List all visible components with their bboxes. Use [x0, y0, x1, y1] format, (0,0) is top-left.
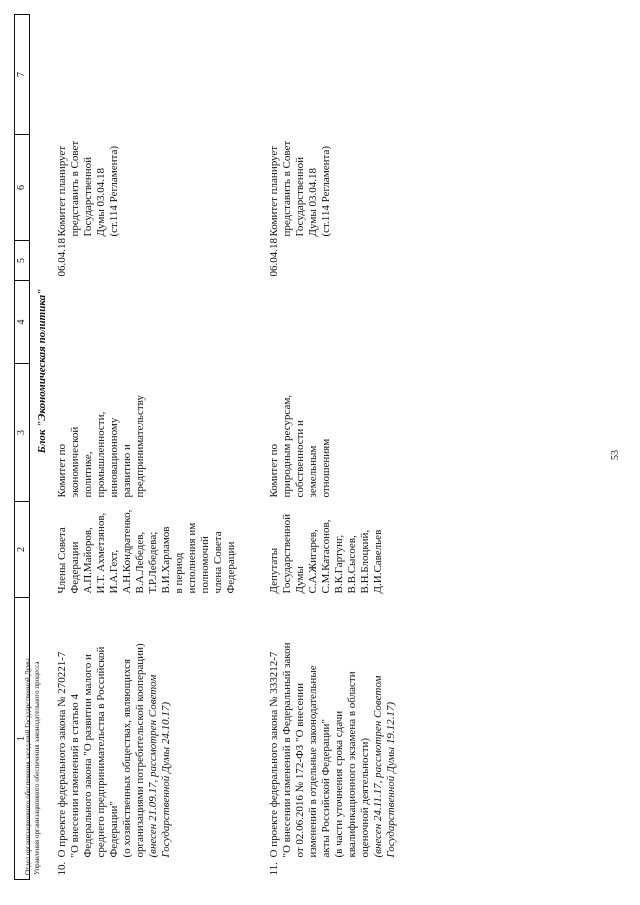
committee-cell: Комитет по природным ресурсам, собственности и земельным отношениям — [268, 394, 332, 498]
row-number: 11. — [268, 862, 280, 876]
row-number: 10. — [56, 861, 68, 876]
table-row — [53, 15, 241, 880]
column-number: 6 — [15, 135, 30, 241]
bill-title-cell: 11.О проекте федерального закона № 333212-7 "О внесении изменений в Федеральный закон от 02.06.2016 № 172-ФЗ "О внесении изменений в отдельные законодательные акты Российской Федерации" (в части уточнения срока сдачи квалификационного экзамена в области оценочной деятельности) (внесен 24.11.17, рассмотрен Советом Государственной Думы 19.12.17) — [265, 598, 401, 880]
table-row — [265, 15, 401, 880]
section-title: Блок "Экономическая политика" — [36, 288, 48, 454]
footer-line: Управления организационного обеспечения законодательного процесса — [33, 661, 41, 875]
row-spacer — [241, 15, 265, 880]
initiators-cell: Члены Совета Федерации А.П.Майоров, И.Т. Ахметзянов, И.А.Гехт, А.Н.Кондратенко, В.А.Лебедев, Т.Р.Лебедева; В.И.Харламов в период исполнения им полномочий члена Совета Федерации — [56, 509, 237, 594]
initiators-cell: Депутаты Государственной Думы С.А.Жигарев, С.М.Катасонов, В.К.Гартунг, В.В.Сысоев, В.Н.Блоцкий, Д.И.Савельев — [268, 513, 384, 594]
column-5-cell — [53, 281, 241, 364]
column-number: 1 — [15, 598, 30, 880]
committee-cell: Комитет по экономической политике, промышленности, инновационному развитию и предпринимательству — [56, 395, 146, 498]
column-number: 2 — [15, 502, 30, 598]
bills-table — [14, 14, 401, 880]
bill-title-cell: 10.О проекте федерального закона № 270221-7 "О внесении изменений в статью 4 Федерального закона "О развитии малого и среднего предпринимательства в Российской Федерации" (о хозяйственных обществах, являющихся организациями потребительской кооперации) (внесен 21.09.17, рассмотрен Советом Государственной Думы 24.10.17) — [53, 598, 241, 880]
page-number: 53 — [610, 450, 621, 460]
date-cell: 06.04.18 — [56, 238, 68, 277]
bill-note: Государственной Думы 19.12.17) — [385, 701, 397, 858]
bill-note: (внесен 21.09.17, рассмотрен Советом — [147, 674, 159, 858]
column-number: 4 — [15, 281, 30, 364]
column-number: 7 — [15, 15, 30, 135]
footer-line: Отдел организационного обеспечения заседаний Государственной Думы — [24, 658, 32, 875]
column-5-cell — [265, 281, 401, 364]
bill-note: (внесен 24.11.17, рассмотрен Советом — [372, 675, 384, 858]
footer — [24, 175, 42, 875]
date-cell: 06.04.18 — [268, 238, 280, 277]
bill-note: Государственной Думы 24.10.17) — [160, 701, 172, 858]
column-number: 3 — [15, 364, 30, 502]
plan-cell: Комитет планирует представить в Совет Государственной Думы 03.04.18 (ст.114 Регламента) — [268, 140, 332, 237]
column-number: 5 — [15, 241, 30, 281]
plan-cell: Комитет планирует представить в Совет Государственной Думы 03.04.18 (ст.114 Регламента) — [56, 140, 120, 237]
